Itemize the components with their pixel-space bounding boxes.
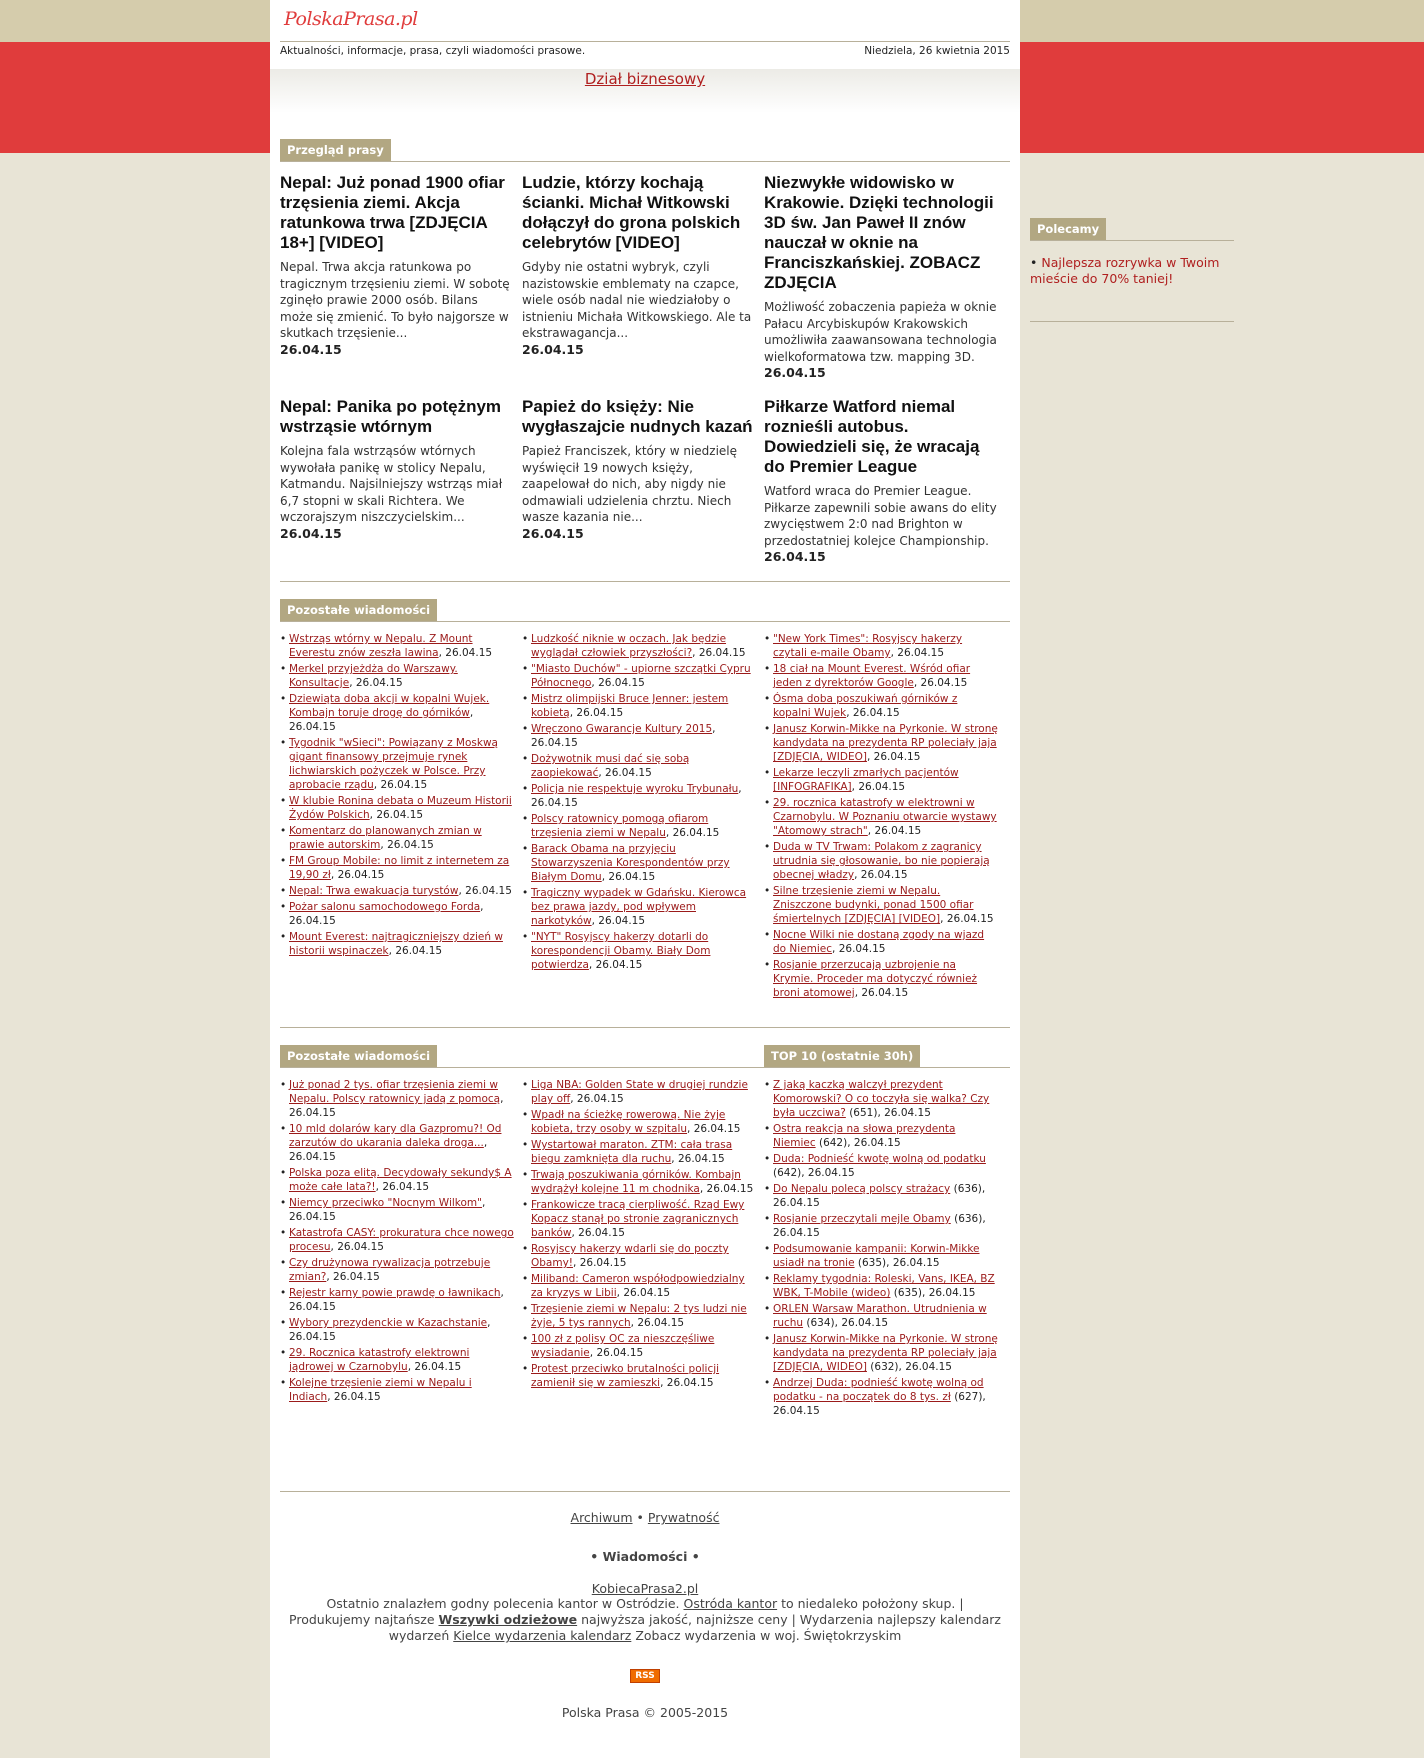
article-lead: Możliwość zobaczenia papieża w oknie Pałacu Arcybiskupów Krakowskich umożliwiła zaawansowana technologia wielkoformatowa tzw. mapping 3D. [764, 300, 997, 364]
section-line [1030, 240, 1234, 241]
news-date: 26.04.15 [807, 1167, 855, 1179]
list-item: • Frankowicze tracą cierpliwość. Rząd Ewy Kopacz stanął po stronie zagranicznych banków, 26.04.15 [522, 1198, 756, 1240]
news-date: 26.04.15 [928, 1287, 976, 1299]
promo-text: to niedaleko położony skup. | [781, 1596, 964, 1611]
news-date: 26.04.15 [380, 779, 428, 791]
other-news-1-list [270, 622, 1020, 1027]
news-date: 26.04.15 [289, 1331, 336, 1343]
recommended-tab: Polecamy [1030, 218, 1106, 240]
featured-articles [270, 162, 1020, 581]
news-link[interactable]: Niemcy przeciwko "Nocnym Wilkom" [289, 1197, 482, 1209]
news-link[interactable]: "NYT" Rosyjscy hakerzy dotarli do korespondencji Obamy. Biały Dom potwierdza [531, 931, 711, 971]
news-date: 26.04.15 [579, 1257, 627, 1269]
news-link[interactable]: 100 zł z polisy OC za nieszczęśliwe wysiadanie [531, 1333, 715, 1359]
news-date: 26.04.15 [852, 707, 900, 719]
featured-article [764, 173, 1006, 381]
news-link[interactable]: Wręczono Gwarancje Kultury 2015 [531, 723, 713, 735]
news-link[interactable]: Frankowicze tracą cierpliwość. Rząd Ewy Kopacz stanął po stronie zagranicznych banków [531, 1199, 745, 1239]
list-item: • 100 zł z polisy OC za nieszczęśliwe wysiadanie, 26.04.15 [522, 1332, 756, 1360]
news-link[interactable]: Tygodnik "wSieci": Powiązany z Moskwą gigant finansowy przejmuje rynek lichwiarskich pożyczek w Polsce. Przy aprobacie rządu [289, 737, 498, 791]
footer-news-label: • Wiadomości • [590, 1549, 700, 1564]
promo-text: Zobacz wydarzenia w woj. Świętokrzyskim [635, 1628, 902, 1643]
site-logo[interactable]: PolskaPrasa.pl [284, 8, 418, 30]
list-item: • Liga NBA: Golden State w drugiej rundzie play off, 26.04.15 [522, 1078, 756, 1106]
list-item: • Trwają poszukiwania górników. Kombajn wydrążył kolejne 11 m chodnika, 26.04.15 [522, 1168, 756, 1196]
news-date: 26.04.15 [693, 1123, 741, 1135]
list-item: • Niemcy przeciwko "Nocnym Wilkom", 26.04.15 [280, 1196, 514, 1224]
archive-link[interactable]: Archiwum [570, 1510, 633, 1525]
news-date: 26.04.15 [595, 959, 643, 971]
news-date: 26.04.15 [596, 1347, 644, 1359]
list-item: • W klubie Ronina debata o Muzeum Historii Żydów Polskich, 26.04.15 [280, 794, 514, 822]
news-link[interactable]: Ósma doba poszukiwań górników z kopalni Wujek [773, 693, 958, 719]
list-item: • Mistrz olimpijski Bruce Jenner: jestem kobietą, 26.04.15 [522, 692, 756, 720]
department-band [270, 69, 1020, 113]
news-date: 26.04.15 [897, 647, 945, 659]
view-count: (635) [857, 1257, 887, 1269]
news-date: 26.04.15 [672, 827, 720, 839]
news-date: 26.04.15 [905, 1361, 952, 1373]
current-date: Niedziela, 26 kwietnia 2015 [864, 44, 1010, 57]
news-date: 26.04.15 [874, 825, 922, 837]
news-date: 26.04.15 [576, 1093, 624, 1105]
news-link[interactable]: Dziewiąta doba akcji w kopalni Wujek. Kombajn toruje drogę do górników [289, 693, 490, 719]
news-date: 26.04.15 [355, 677, 403, 689]
article-date: 26.04.15 [280, 525, 342, 541]
news-link[interactable]: Protest przeciwko brutalności policji zamienił się w zamieszki [531, 1363, 720, 1389]
footer-separator: • [636, 1510, 644, 1525]
featured-article [522, 397, 764, 565]
news-date: 26.04.15 [892, 1257, 940, 1269]
news-date: 26.04.15 [637, 1317, 685, 1329]
news-link[interactable]: "New York Times": Rosyjscy hakerzy czytali e-maile Obamy [773, 633, 963, 659]
news-link[interactable]: Janusz Korwin-Mikke na Pyrkonie. W stronę kandydata na prezydenta RP poleciały jaja [ZDJĘCIA, WIDEO] [773, 1333, 998, 1373]
news-date: 26.04.15 [861, 987, 909, 999]
list-item: • Silne trzęsienie ziemi w Nepalu. Zniszczone budynki, ponad 1500 ofiar śmiertelnych [ZDJĘCIA] [VIDEO], 26.04.15 [764, 884, 998, 926]
promo-text: Produkujemy najtańsze [289, 1612, 435, 1627]
ostroda-kantor-link[interactable]: Ostróda kantor [683, 1596, 778, 1611]
featured-article [280, 397, 522, 565]
article-title[interactable]: Ludzie, którzy kochają ścianki. Michał Witkowski dołączył do grona polskich celebrytów [VIDEO] [522, 173, 741, 252]
view-count: (642) [818, 1137, 848, 1149]
news-link[interactable]: Podsumowanie kampanii: Korwin-Mikke usiadł na tronie [773, 1243, 980, 1269]
list-item: • Polska poza elitą. Decydowały sekundy$ A może całe lata?!, 26.04.15 [280, 1166, 514, 1194]
news-date: 26.04.15 [376, 809, 424, 821]
other-news-1-header [270, 599, 1020, 621]
news-link[interactable]: Trzęsienie ziemi w Nepalu: 2 tys ludzi nie żyje, 5 tys rannych [531, 1303, 747, 1329]
article-date: 26.04.15 [522, 341, 584, 357]
article-lead: Papież Franciszek, który w niedzielę wyświęcił 19 nowych księży, zaapelował do nich, aby nigdy nie odmawiali udzielenia chrztu. Niech wasze kazania nie... [522, 444, 738, 524]
list-item: • 10 mld dolarów kary dla Gazpromu?! Od zarzutów do ukarania daleka droga..., 26.04.15 [280, 1122, 514, 1164]
list-item: • Ósma doba poszukiwań górników z kopalni Wujek, 26.04.15 [764, 692, 998, 720]
list-item: • Wystartował maraton. ZTM: cała trasa biegu zamknięta dla ruchu, 26.04.15 [522, 1138, 756, 1166]
news-date: 26.04.15 [841, 1317, 889, 1329]
footer [270, 1510, 1020, 1720]
news-link[interactable]: Barack Obama na przyjęciu Stowarzyszenia Korespondentów przy Białym Domu [531, 843, 730, 883]
list-item: • "NYT" Rosyjscy hakerzy dotarli do korespondencji Obamy. Biały Dom potwierdza, 26.04.15 [522, 930, 756, 972]
news-date: 26.04.15 [531, 737, 578, 749]
list-item: • FM Group Mobile: no limit z internetem za 19,90 zł, 26.04.15 [280, 854, 514, 882]
list-item: • Polscy ratownicy pomogą ofiarom trzęsienia ziemi w Nepalu, 26.04.15 [522, 812, 756, 840]
list-item: • Czy drużynowa rywalizacja potrzebuje zmian?, 26.04.15 [280, 1256, 514, 1284]
news-link[interactable]: Duda w TV Trwam: Polakom z zagranicy utrudnia się głosowanie, bo nie popierają obecnej władzy [773, 841, 990, 881]
news-date: 26.04.15 [289, 1301, 336, 1313]
list-item: • Janusz Korwin-Mikke na Pyrkonie. W stronę kandydata na prezydenta RP poleciały jaja [ZDJĘCIA, WIDEO] (632), 26.04.15 [764, 1332, 998, 1374]
article-title[interactable]: Piłkarze Watford niemal roznieśli autobus. Dowiedzieli się, że wracają do Premier League [764, 397, 980, 476]
list-item: • Dziewiąta doba akcji w kopalni Wujek. Kombajn toruje drogę do górników, 26.04.15 [280, 692, 514, 734]
list-item: • 29. rocznica katastrofy w elektrowni w Czarnobylu. W Poznaniu otwarcie wystawy "Atomowy strach", 26.04.15 [764, 796, 998, 838]
news-link[interactable]: Z jaką kaczką walczył prezydent Komorowski? O co toczyła się walka? Czy była uczciwa? [773, 1079, 990, 1119]
news-link[interactable]: Mount Everest: najtragiczniejszy dzień w historii wspinaczek [289, 931, 503, 957]
news-date: 26.04.15 [920, 677, 968, 689]
divider [280, 1027, 1010, 1028]
news-date: 26.04.15 [677, 1153, 725, 1165]
news-date: 26.04.15 [858, 781, 906, 793]
news-column [764, 632, 1006, 1027]
news-date: 26.04.15 [414, 1361, 462, 1373]
news-date: 26.04.15 [289, 1211, 336, 1223]
list-item: • Kolejne trzęsienie ziemi w Nepalu i Indiach, 26.04.15 [280, 1376, 514, 1404]
news-date: 26.04.15 [531, 797, 578, 809]
other-news-1-tab: Pozostałe wiadomości [280, 599, 437, 621]
news-date: 26.04.15 [576, 707, 624, 719]
recommended-link[interactable]: Najlepsza rozrywka w Twoim mieście do 70% taniej! [1030, 255, 1220, 286]
news-link[interactable]: Liga NBA: Golden State w drugiej rundzie play off [531, 1079, 748, 1105]
news-date: 26.04.15 [333, 1391, 381, 1403]
top10-tab: TOP 10 (ostatnie 30h) [764, 1045, 920, 1067]
press-review-tab: Przegląd prasy [280, 139, 391, 161]
news-date: 26.04.15 [382, 1181, 430, 1193]
article-date: 26.04.15 [280, 341, 342, 357]
news-column [280, 1078, 522, 1491]
news-column [522, 632, 764, 1027]
view-count: (642) [773, 1167, 802, 1179]
masthead [270, 0, 1020, 41]
list-item: • "New York Times": Rosyjscy hakerzy czytali e-maile Obamy, 26.04.15 [764, 632, 998, 660]
news-date: 26.04.15 [946, 913, 994, 925]
news-date: 26.04.15 [838, 943, 886, 955]
list-item: • Ludzkość niknie w oczach. Jak będzie wyglądał człowiek przyszłości?, 26.04.15 [522, 632, 756, 660]
news-date: 26.04.15 [289, 1151, 336, 1163]
news-date: 26.04.15 [853, 1137, 901, 1149]
wszywki-link[interactable]: Wszywki odzieżowe [438, 1612, 578, 1627]
news-link[interactable]: Ludzkość niknie w oczach. Jak będzie wyglądał człowiek przyszłości? [531, 633, 727, 659]
news-date: 26.04.15 [598, 915, 646, 927]
news-link[interactable]: FM Group Mobile: no limit z internetem za 19,90 zł [289, 855, 510, 881]
article-lead: Kolejna fala wstrząsów wtórnych wywołała panikę w stolicy Nepalu, Katmandu. Najsilniejszy wstrząs miał 6,7 stopni w skali Richtera. We wczorajszym niszczycielskim... [280, 444, 503, 524]
list-item: • Do Nepalu polecą polscy strażacy (636), 26.04.15 [764, 1182, 998, 1210]
news-link[interactable]: ORLEN Warsaw Marathon. Utrudnienia w ruchu [773, 1303, 987, 1329]
news-link[interactable]: Kolejne trzęsienie ziemi w Nepalu i Indiach [289, 1377, 472, 1403]
news-link[interactable]: Miliband: Cameron współodpowiedzialny za kryzys w Libii [531, 1273, 745, 1299]
list-item: • Rejestr karny powie prawdę o ławnikach, 26.04.15 [280, 1286, 514, 1314]
list-item: • ORLEN Warsaw Marathon. Utrudnienia w ruchu (634), 26.04.15 [764, 1302, 998, 1330]
copyright: Polska Prasa © 2005-2015 [561, 1705, 729, 1720]
list-item: • Pożar salonu samochodowego Forda, 26.04.15 [280, 900, 514, 928]
article-lead: Gdyby nie ostatni wybryk, czyli nazistowskie emblematy na czapce, wiele osób nadal nie wiedziałoby o istnieniu Michała Witkowskiego. Ale ta ekstrawagancja... [522, 260, 752, 340]
news-link[interactable]: Czy drużynowa rywalizacja potrzebuje zmian? [289, 1257, 491, 1283]
list-item: • Trzęsienie ziemi w Nepalu: 2 tys ludzi nie żyje, 5 tys rannych, 26.04.15 [522, 1302, 756, 1330]
featured-article [280, 173, 522, 381]
list-item: • Katastrofa CASY: prokuratura chce nowego procesu, 26.04.15 [280, 1226, 514, 1254]
news-link[interactable]: 29. rocznica katastrofy w elektrowni w Czarnobylu. W Poznaniu otwarcie wystawy "Atomowy strach" [773, 797, 997, 837]
list-item: • Rosjanie przeczytali mejle Obamy (636), 26.04.15 [764, 1212, 998, 1240]
news-date: 26.04.15 [884, 1107, 931, 1119]
news-date: 26.04.15 [289, 721, 336, 733]
news-link[interactable]: Wpadł na ścieżkę rowerową. Nie żyje kobieta, trzy osoby w szpitalu [531, 1109, 726, 1135]
list-item: • Rosjanie przerzucają uzbrojenie na Krymie. Proceder ma dotyczyć również broni atomowej, 26.04.15 [764, 958, 998, 1000]
news-date: 26.04.15 [289, 1107, 336, 1119]
recommended-item [1030, 255, 1234, 287]
news-column [280, 632, 522, 1027]
view-count: (651) [849, 1107, 878, 1119]
news-link[interactable]: Duda: Podnieść kwotę wolną od podatku [773, 1153, 986, 1165]
list-item: • 29. Rocznica katastrofy elektrowni jądrowej w Czarnobylu, 26.04.15 [280, 1346, 514, 1374]
news-date: 26.04.15 [289, 915, 336, 927]
news-date: 26.04.15 [598, 677, 645, 689]
list-item: • Wręczono Gwarancje Kultury 2015, 26.04.15 [522, 722, 756, 750]
news-link[interactable]: Katastrofa CASY: prokuratura chce nowego procesu [289, 1227, 514, 1253]
promo-text: najwyższa jakość, najniższe ceny | Wydarzenia najlepszy kalendarz [581, 1612, 1001, 1627]
news-date: 26.04.15 [578, 1227, 625, 1239]
news-link[interactable]: Polscy ratownicy pomogą ofiarom trzęsienia ziemi w Nepalu [531, 813, 709, 839]
news-link[interactable]: Reklamy tygodnia: Roleski, Vans, IKEA, BZ WBK, T-Mobile (wideo) [773, 1273, 995, 1299]
promo-text: Ostatnio znalazłem godny polecenia kantor w Ostródzie. [326, 1596, 680, 1611]
news-link[interactable]: Pożar salonu samochodowego Forda [289, 901, 481, 913]
article-lead: Watford wraca do Premier League. Piłkarze zapewnili sobie awans do elity zwycięstwem 2:0 nad Brighton w przedostatniej kolejce Championship. [764, 484, 997, 548]
list-item: • Już ponad 2 tys. ofiar trzęsienia ziemi w Nepalu. Polscy ratownicy jadą z pomocą, 26.04.15 [280, 1078, 514, 1120]
department-link[interactable]: Dział biznesowy [584, 70, 706, 88]
list-item: • Policja nie respektuje wyroku Trybunału, 26.04.15 [522, 782, 756, 810]
other-news-2-header [270, 1045, 1020, 1067]
featured-article [764, 397, 1006, 565]
view-count: (636) [953, 1183, 982, 1195]
rss-button[interactable]: RSS [630, 1669, 660, 1683]
page-container [270, 0, 1020, 1758]
view-count: (636) [954, 1213, 983, 1225]
news-link[interactable]: Andrzej Duda: podnieść kwotę wolną od podatku - na początek do 8 tys. zł [773, 1377, 984, 1403]
sidebar [1030, 218, 1234, 322]
news-link[interactable]: Rosjanie przerzucają uzbrojenie na Krymie. Proceder ma dotyczyć również broni atomowej [773, 959, 978, 999]
news-date: 26.04.15 [445, 647, 493, 659]
list-item: • "Miasto Duchów" - upiorne szczątki Cypru Północnego, 26.04.15 [522, 662, 756, 690]
news-date: 26.04.15 [773, 1405, 820, 1417]
press-review-header [270, 139, 1020, 161]
list-item: • Protest przeciwko brutalności policji zamienił się w zamieszki, 26.04.15 [522, 1362, 756, 1390]
list-item: • Duda: Podnieść kwotę wolną od podatku (642), 26.04.15 [764, 1152, 998, 1180]
news-link[interactable]: 10 mld dolarów kary dla Gazpromu?! Od zarzutów do ukarania daleka droga... [289, 1123, 502, 1149]
list-item: • Nocne Wilki nie dostaną zgody na wjazd do Niemiec, 26.04.15 [764, 928, 998, 956]
news-link[interactable]: Tragiczny wypadek w Gdańsku. Kierowca bez prawa jazdy, pod wpływem narkotyków [531, 887, 747, 927]
news-date: 26.04.15 [623, 1287, 671, 1299]
article-title[interactable]: Nepal: Panika po potężnym wstrząsie wtórnym [280, 397, 502, 436]
list-item: • Z jaką kaczką walczył prezydent Komorowski? O co toczyła się walka? Czy była uczciwa? (651), 26.04.15 [764, 1078, 998, 1120]
footer-nav [270, 1510, 1020, 1525]
other-news-2-tab: Pozostałe wiadomości [280, 1045, 437, 1067]
news-link[interactable]: Janusz Korwin-Mikke na Pyrkonie. W stronę kandydata na prezydenta RP poleciały jaja [ZDJĘCIA, WIDEO] [773, 723, 998, 763]
news-link[interactable]: Wstrząs wtórny w Nepalu. Z Mount Everestu znów zeszła lawina [289, 633, 473, 659]
footer-promo [270, 1596, 1020, 1644]
news-date: 26.04.15 [465, 885, 512, 897]
article-title[interactable]: Papież do księży: Nie wygłaszajcie nudnych kazań [522, 397, 753, 436]
list-item: • Tragiczny wypadek w Gdańsku. Kierowca bez prawa jazdy, pod wpływem narkotyków, 26.04.15 [522, 886, 756, 928]
news-date: 26.04.15 [773, 1227, 820, 1239]
sidebar-line [1030, 321, 1234, 322]
news-date: 26.04.15 [873, 751, 921, 763]
news-date: 26.04.15 [698, 647, 746, 659]
news-link[interactable]: Rejestr karny powie prawdę o ławnikach [289, 1287, 501, 1299]
news-date: 26.04.15 [337, 869, 385, 881]
news-link[interactable]: 29. Rocznica katastrofy elektrowni jądrowej w Czarnobylu [289, 1347, 470, 1373]
list-item: • Komentarz do planowanych zmian w prawie autorskim, 26.04.15 [280, 824, 514, 852]
view-count: (634) [806, 1317, 835, 1329]
list-item: • Wstrząs wtórny w Nepalu. Z Mount Everestu znów zeszła lawina, 26.04.15 [280, 632, 514, 660]
news-link[interactable]: Do Nepalu polecą polscy strażacy [773, 1183, 951, 1195]
article-lead: Nepal. Trwa akcja ratunkowa po tragicznym trzęsieniu ziemi. W sobotę zginęło prawie 2000 osób. Bilans może się zmienić. To było najgorsze w skutkach trzęsienie... [280, 260, 510, 340]
list-item: • Nepal: Trwa ewakuacja turystów, 26.04.15 [280, 884, 514, 898]
news-date: 26.04.15 [608, 871, 656, 883]
divider [280, 581, 1010, 582]
kielce-wydarzenia-link[interactable]: Kielce wydarzenia kalendarz [453, 1628, 632, 1643]
list-item: • Lekarze leczyli zmarłych pacjentów [INFOGRAFIKA], 26.04.15 [764, 766, 998, 794]
news-link[interactable]: 18 ciał na Mount Everest. Wśród ofiar jeden z dyrektorów Google [773, 663, 971, 689]
view-count: (627) [954, 1391, 983, 1403]
tagline: Aktualności, informacje, prasa, czyli wiadomości prasowe. [280, 44, 586, 57]
news-column [764, 1078, 1006, 1491]
list-item: • Wybory prezydenckie w Kazachstanie, 26.04.15 [280, 1316, 514, 1344]
news-link[interactable]: Policja nie respektuje wyroku Trybunału [531, 783, 739, 795]
view-count: (635) [893, 1287, 922, 1299]
news-link[interactable]: W klubie Ronina debata o Muzeum Historii Żydów Polskich [289, 795, 512, 821]
news-date: 26.04.15 [860, 869, 908, 881]
news-link[interactable]: Trwają poszukiwania górników. Kombajn wydrążył kolejne 11 m chodnika [531, 1169, 741, 1195]
divider [280, 1491, 1010, 1492]
news-date: 26.04.15 [666, 1377, 714, 1389]
article-date: 26.04.15 [764, 365, 826, 380]
news-date: 26.04.15 [333, 1271, 380, 1283]
news-date: 26.04.15 [605, 767, 652, 779]
news-link[interactable]: "Miasto Duchów" - upiorne szczątki Cypru Północnego [531, 663, 751, 689]
news-link[interactable]: Mistrz olimpijski Bruce Jenner: jestem kobietą [531, 693, 729, 719]
list-item: • Janusz Korwin-Mikke na Pyrkonie. W stronę kandydata na prezydenta RP poleciały jaja [ZDJĘCIA, WIDEO], 26.04.15 [764, 722, 998, 764]
list-item: • Tygodnik "wSieci": Powiązany z Moskwą gigant finansowy przejmuje rynek lichwiarskich pożyczek w Polsce. Przy aprobacie rządu, 26.04.15 [280, 736, 514, 792]
article-date: 26.04.15 [522, 525, 584, 541]
list-item: • Mount Everest: najtragiczniejszy dzień w historii wspinaczek, 26.04.15 [280, 930, 514, 958]
news-link[interactable]: Wystartował maraton. ZTM: cała trasa biegu zamknięta dla ruchu [531, 1139, 733, 1165]
view-count: (632) [870, 1361, 899, 1373]
list-item: • Rosyjscy hakerzy wdarli się do poczty Obamy!, 26.04.15 [522, 1242, 756, 1270]
news-link[interactable]: Ostra reakcja na słowa prezydenta Niemiec [773, 1123, 956, 1149]
news-date: 26.04.15 [395, 945, 443, 957]
news-link[interactable]: Rosyjscy hakerzy wdarli się do poczty Obamy! [531, 1243, 729, 1269]
article-title[interactable]: Niezwykłe widowisko w Krakowie. Dzięki technologii 3D św. Jan Paweł II znów nauczał w oknie na Franciszkańskiej. ZOBACZ ZDJĘCIA [764, 173, 994, 292]
bullet: • [1030, 255, 1038, 270]
list-item: • 18 ciał na Mount Everest. Wśród ofiar jeden z dyrektorów Google, 26.04.15 [764, 662, 998, 690]
news-column [522, 1078, 764, 1491]
tagline-bar [280, 41, 1010, 59]
other-news-2-list [270, 1068, 1020, 1491]
news-link[interactable]: Wybory prezydenckie w Kazachstanie [289, 1317, 488, 1329]
kobieca-link[interactable]: KobiecaPrasa2.pl [591, 1581, 699, 1596]
news-date: 26.04.15 [387, 839, 434, 851]
list-item: • Podsumowanie kampanii: Korwin-Mikke usiadł na tronie (635), 26.04.15 [764, 1242, 998, 1270]
news-date: 26.04.15 [706, 1183, 754, 1195]
news-link[interactable]: Rosjanie przeczytali mejle Obamy [773, 1213, 951, 1225]
news-link[interactable]: Komentarz do planowanych zmian w prawie autorskim [289, 825, 482, 851]
promo-text: wydarzeń [388, 1628, 450, 1643]
privacy-link[interactable]: Prywatność [647, 1510, 720, 1525]
news-link[interactable]: Lekarze leczyli zmarłych pacjentów [INFOGRAFIKA] [773, 767, 959, 793]
article-date: 26.04.15 [764, 549, 826, 564]
article-title[interactable]: Nepal: Już ponad 1900 ofiar trzęsienia ziemi. Akcja ratunkowa trwa [ZDJĘCIA 18+] [VIDEO] [280, 173, 505, 252]
list-item: • Dożywotnik musi dać się sobą zaopiekować, 26.04.15 [522, 752, 756, 780]
news-link[interactable]: Nocne Wilki nie dostaną zgody na wjazd do Niemiec [773, 929, 985, 955]
list-item: • Ostra reakcja na słowa prezydenta Niemiec (642), 26.04.15 [764, 1122, 998, 1150]
list-item: • Wpadł na ścieżkę rowerową. Nie żyje kobieta, trzy osoby w szpitalu, 26.04.15 [522, 1108, 756, 1136]
list-item: • Miliband: Cameron współodpowiedzialny za kryzys w Libii, 26.04.15 [522, 1272, 756, 1300]
list-item: • Merkel przyjeżdża do Warszawy. Konsultacje, 26.04.15 [280, 662, 514, 690]
news-link[interactable]: Nepal: Trwa ewakuacja turystów [289, 885, 459, 897]
list-item: • Andrzej Duda: podnieść kwotę wolną od podatku - na początek do 8 tys. zł (627), 26.04.15 [764, 1376, 998, 1418]
list-item: • Reklamy tygodnia: Roleski, Vans, IKEA, BZ WBK, T-Mobile (wideo) (635), 26.04.15 [764, 1272, 998, 1300]
news-link[interactable]: Już ponad 2 tys. ofiar trzęsienia ziemi w Nepalu. Polscy ratownicy jadą z pomocą [289, 1079, 501, 1105]
news-link[interactable]: Merkel przyjeżdża do Warszawy. Konsultacje [289, 663, 458, 689]
news-date: 26.04.15 [337, 1241, 384, 1253]
news-link[interactable]: Dożywotnik musi dać się sobą zaopiekować [531, 753, 690, 779]
featured-article [522, 173, 764, 381]
list-item: • Duda w TV Trwam: Polakom z zagranicy utrudnia się głosowanie, bo nie popierają obecnej władzy, 26.04.15 [764, 840, 998, 882]
news-link[interactable]: Silne trzęsienie ziemi w Nepalu. Zniszczone budynki, ponad 1500 ofiar śmiertelnych [ZDJĘCIA] [VIDEO] [773, 885, 974, 925]
news-date: 26.04.15 [773, 1197, 820, 1209]
list-item: • Barack Obama na przyjęciu Stowarzyszenia Korespondentów przy Białym Domu, 26.04.15 [522, 842, 756, 884]
news-link[interactable]: Polska poza elitą. Decydowały sekundy$ A może całe lata?! [289, 1167, 512, 1193]
